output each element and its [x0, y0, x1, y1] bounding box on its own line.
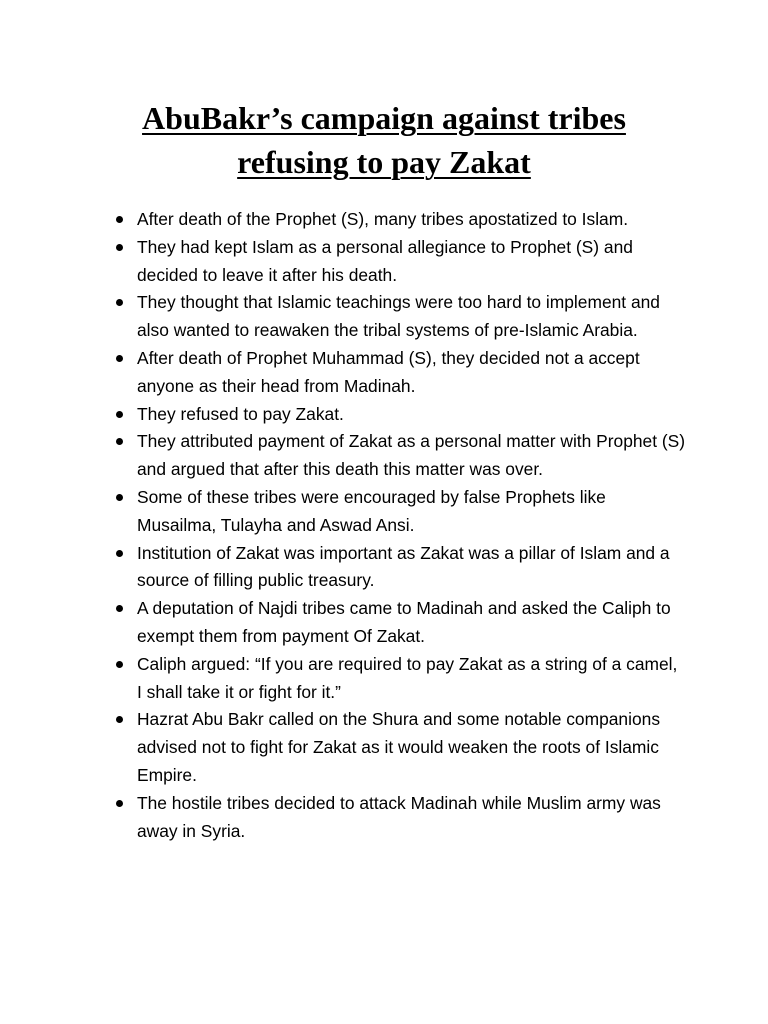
list-item: [112, 428, 687, 484]
list-item-text: A deputation of Najdi tribes came to Madinah and asked the Caliph to exempt them from payment Of Zakat.: [137, 598, 671, 646]
bullet-icon: [116, 299, 123, 306]
list-item: [112, 206, 687, 234]
bullet-icon: [116, 716, 123, 723]
list-item-text: They refused to pay Zakat.: [137, 403, 344, 424]
list-item: [112, 234, 687, 290]
bullet-icon: [116, 494, 123, 501]
list-item-text: After death of Prophet Muhammad (S), they decided not a accept anyone as their head from Madinah.: [137, 347, 640, 396]
list-item: [112, 651, 687, 707]
title-line-1: AbuBakr’s campaign against tribes: [142, 100, 626, 136]
list-item-text: Some of these tribes were encouraged by false Prophets like Musailma, Tulayha and Aswad Ansi.: [137, 486, 606, 535]
list-item-text: They had kept Islam as a personal allegiance to Prophet (S) and decided to leave it after his death.: [137, 236, 633, 285]
list-item: [112, 289, 687, 345]
list-item-text: The hostile tribes decided to attack Madinah while Muslim army was away in Syria.: [137, 792, 661, 841]
list-item-text: Hazrat Abu Bakr called on the Shura and some notable companions advised not to fight for Zakat as it would weaken the roots of Islamic Empire.: [137, 709, 661, 785]
list-item: [112, 540, 687, 596]
list-item: [112, 345, 687, 401]
bullet-icon: [116, 550, 123, 557]
bullet-icon: [116, 411, 123, 418]
bullet-list: [112, 206, 687, 845]
bullet-icon: [116, 244, 123, 251]
list-item: [112, 595, 687, 651]
list-item-text: Caliph argued: “If you are required to pay Zakat as a string of a camel, I shall take it or fight for it.”: [137, 653, 678, 702]
list-item: [112, 790, 687, 846]
list-item: [112, 401, 687, 429]
bullet-icon: [116, 438, 123, 445]
title-line-2: refusing to pay Zakat: [237, 144, 531, 180]
bullet-icon: [116, 216, 123, 223]
list-item-text: After death of the Prophet (S), many tribes apostatized to Islam.: [137, 209, 629, 229]
bullet-icon: [116, 355, 123, 362]
bullet-icon: [116, 661, 123, 668]
list-item-text: They attributed payment of Zakat as a personal matter with Prophet (S) and argued that after this death this matter was over.: [137, 431, 686, 480]
bullet-icon: [116, 605, 123, 612]
list-item-text: They thought that Islamic teachings were too hard to implement and also wanted to reawaken the tribal systems of pre-Islamic Arabia.: [137, 292, 660, 341]
list-item-text: Institution of Zakat was important as Zakat was a pillar of Islam and a source of filling public treasury.: [137, 542, 670, 591]
list-item: [112, 706, 687, 789]
list-item: [112, 484, 687, 540]
page-title: [60, 96, 708, 184]
bullet-icon: [116, 800, 123, 807]
